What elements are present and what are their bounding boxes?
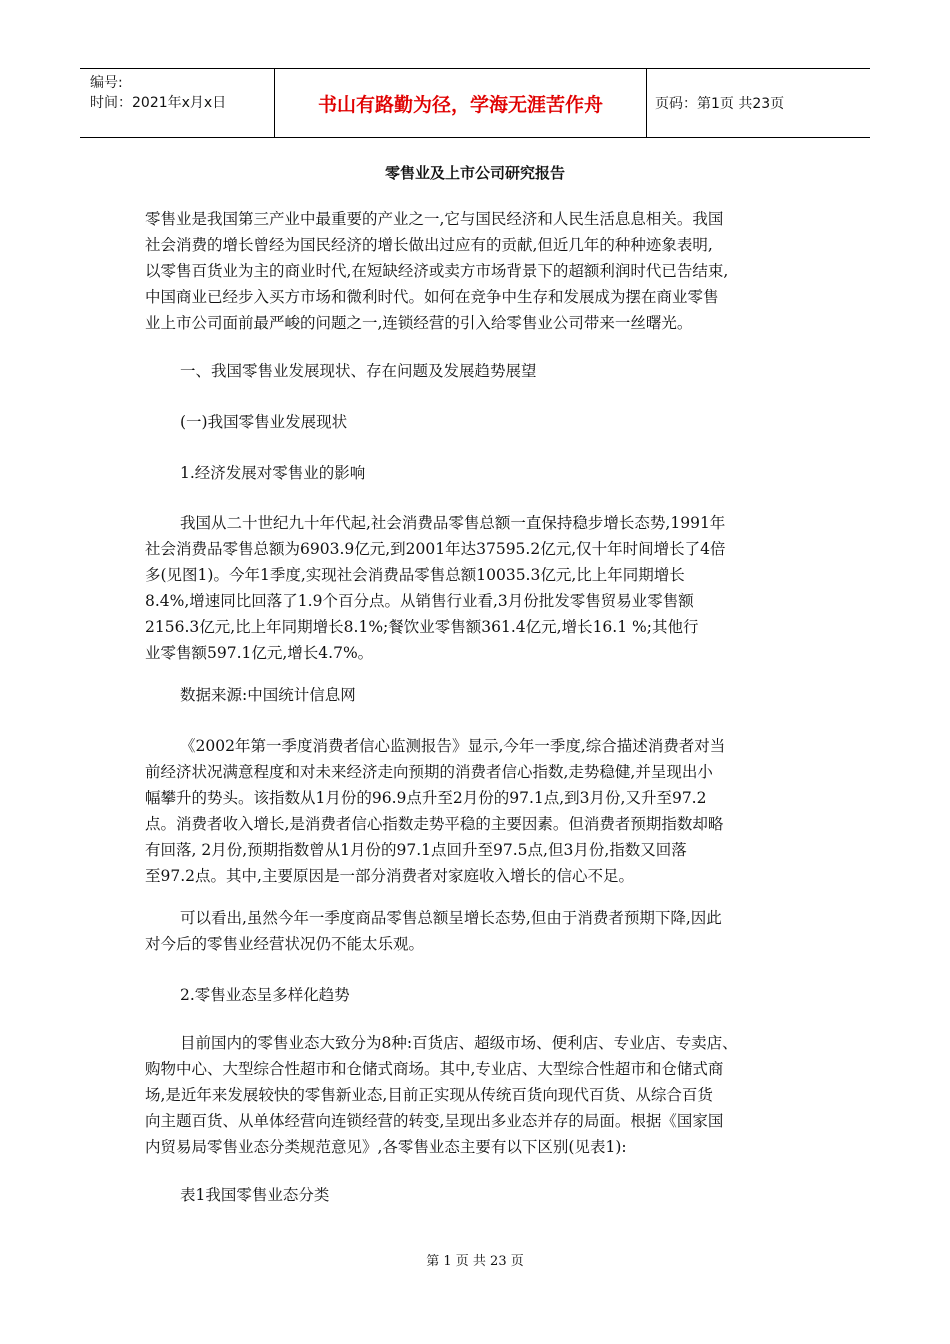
text-line: 购物中心、大型综合性超市和仓储式商场。其中,专业店、大型综合性超市和仓储式商 (145, 1060, 724, 1078)
text-line: 我国从二十世纪九十年代起,社会消费品零售总额一直保持稳步增长态势,1991年 (180, 514, 726, 532)
text-line: 场,是近年来发展较快的零售新业态,目前正实现从传统百货向现代百货、从综合百货 (145, 1086, 713, 1104)
text-line: 社会消费的增长曾经为国民经济的增长做出过应有的贡献,但近几年的种种迹象表明, (145, 236, 713, 254)
text-line: 目前国内的零售业态大致分为8种:百货店、超级市场、便利店、专业店、专卖店、 (180, 1034, 738, 1052)
paragraph-formats (145, 1030, 810, 1160)
subsection-heading: (一)我国零售业发展现状 (180, 413, 348, 431)
text-line: 业上市公司面前最严峻的问题之一,连锁经营的引入给零售业公司带来一丝曙光。 (145, 314, 693, 332)
data-source: 数据来源:中国统计信息网 (180, 686, 356, 704)
page-footer: 第 1 页 共 23 页 (426, 1254, 524, 1269)
text-line: 可以看出,虽然今年一季度商品零售总额呈增长态势,但由于消费者预期下降,因此 (180, 909, 722, 927)
intro-paragraph (145, 206, 810, 336)
time-label: 时间：2021年x月x日 (90, 95, 227, 111)
text-line: 2156.3亿元,比上年同期增长8.1%;餐饮业零售额361.4亿元,增长16.1 %;其他行 (145, 618, 699, 636)
item-heading: 2.零售业态呈多样化趋势 (180, 986, 350, 1004)
motto: 书山有路勤为径，学海无涯苦作舟 (275, 69, 647, 137)
header-left-cell (80, 69, 275, 137)
document-title: 零售业及上市公司研究报告 (384, 164, 565, 182)
text-line: 8.4%,增速同比回落了1.9个百分点。从销售行业看,3月份批发零售贸易业零售额 (145, 592, 694, 610)
text-line: 点。消费者收入增长,是消费者信心指数走势平稳的主要因素。但消费者预期指数却略 (145, 815, 724, 833)
paragraph-sales (145, 510, 810, 666)
text-line: 向主题百货、从单体经营向连锁经营的转变,呈现出多业态并存的局面。根据《国家国 (145, 1112, 724, 1130)
number-label: 编号: (90, 75, 123, 91)
text-line: 零售业是我国第三产业中最重要的产业之一,它与国民经济和人民生活息息相关。我国 (145, 210, 724, 228)
table-caption: 表1我国零售业态分类 (180, 1186, 330, 1204)
text-line: 前经济状况满意程度和对未来经济走向预期的消费者信心指数,走势稳健,并呈现出小 (145, 763, 713, 781)
text-line: 幅攀升的势头。该指数从1月份的96.9点升至2月份的97.1点,到3月份,又升至97.2 (145, 789, 707, 807)
text-line: 内贸易局零售业态分类规范意见》,各零售业态主要有以下区别(见表1): (145, 1138, 627, 1156)
text-line: 社会消费品零售总额为6903.9亿元,到2001年达37595.2亿元,仅十年时间增长了4倍 (145, 540, 726, 558)
paragraph-confidence (145, 733, 810, 889)
item-heading: 1.经济发展对零售业的影响 (180, 464, 366, 482)
text-line: 业零售额597.1亿元,增长4.7%。 (145, 644, 374, 662)
paragraph-outlook (145, 905, 810, 957)
text-line: 中国商业已经步入买方市场和微利时代。如何在竞争中生存和发展成为摆在商业零售 (145, 288, 719, 306)
page-info: 页码：第1页 共23页 (655, 96, 785, 112)
text-line: 有回落, 2月份,预期指数曾从1月份的97.1点回升至97.5点,但3月份,指数又回落 (145, 841, 687, 859)
text-line: 对今后的零售业经营状况仍不能太乐观。 (145, 935, 425, 953)
page-header (80, 68, 870, 138)
text-line: 《2002年第一季度消费者信心监测报告》显示,今年一季度,综合描述消费者对当 (180, 737, 726, 755)
text-line: 多(见图1)。今年1季度,实现社会消费品零售总额10035.3亿元,比上年同期增长 (145, 566, 685, 584)
section-heading: 一、我国零售业发展现状、存在问题及发展趋势展望 (180, 362, 537, 380)
text-line: 至97.2点。其中,主要原因是一部分消费者对家庭收入增长的信心不足。 (145, 867, 634, 885)
text-line: 以零售百货业为主的商业时代,在短缺经济或卖方市场背景下的超额利润时代已告结束, (145, 262, 729, 280)
